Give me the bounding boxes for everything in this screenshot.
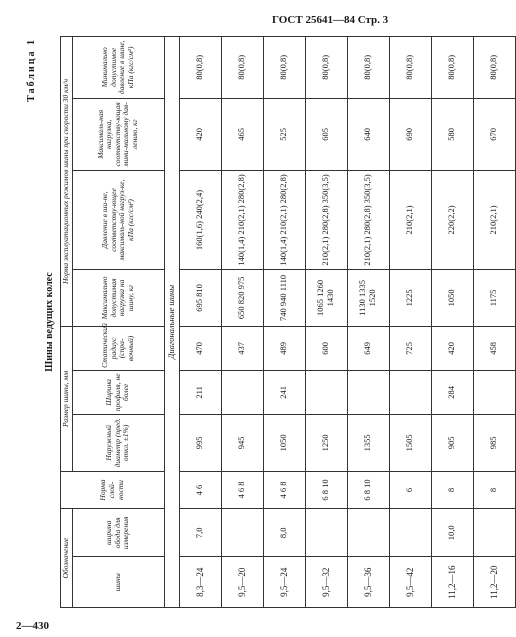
ply-cell: 6 8 10 (305, 471, 347, 508)
ply-cell: 4 6 8 (221, 471, 263, 508)
profile-width-cell: 211 (179, 370, 221, 414)
ply-cell: 6 (389, 471, 431, 508)
header-rim-width: ширина обода для измерения (72, 509, 164, 557)
outer-diameter-cell: 945 (221, 414, 263, 471)
table-row (179, 37, 221, 608)
pressure-cell: 210(2,1) 280(2,8) 350(3,5) (305, 171, 347, 270)
rim-width-cell: 7,0 (179, 509, 221, 557)
page-number: 2—430 (16, 620, 49, 632)
table-row (473, 37, 515, 608)
table-row (305, 37, 347, 608)
outer-diameter-cell: 995 (179, 414, 221, 471)
static-radius-cell: 725 (389, 326, 431, 370)
outer-diameter-cell: 985 (473, 414, 515, 471)
rim-width-cell (347, 509, 389, 557)
max-load-cell: 740 940 1110 (263, 269, 305, 326)
header-min-pressure: Минимально допустимое давление в шине, кПа (кгс/см²) (72, 37, 164, 99)
ply-cell: 4 6 8 (263, 471, 305, 508)
rim-width-cell (221, 509, 263, 557)
ply-cell: 8 (431, 471, 473, 508)
tire-cell: 11,2—16 (431, 557, 473, 608)
max-load-min-pressure-cell: 525 (263, 98, 305, 170)
tire-cell: 9,5—42 (389, 557, 431, 608)
profile-width-cell (347, 370, 389, 414)
max-load-cell: 1065 1260 1430 (305, 269, 347, 326)
pressure-cell: 210(2,1) 280(2,8) 350(3,5) (347, 171, 389, 270)
header-tire: шины (72, 557, 164, 608)
outer-diameter-cell: 1355 (347, 414, 389, 471)
tire-cell: 9,5—36 (347, 557, 389, 608)
min-pressure-cell: 80(0,8) (347, 37, 389, 99)
outer-diameter-cell: 1505 (389, 414, 431, 471)
tire-cell: 8,3—24 (179, 557, 221, 608)
rim-width-cell (305, 509, 347, 557)
header-max-load: Максимально допустимая нагрузка на шину, кг (72, 269, 164, 326)
section-title: Диагональные шины (164, 37, 179, 608)
table-row (347, 37, 389, 608)
pressure-cell: 210(2,1) (473, 171, 515, 270)
profile-width-cell: 284 (431, 370, 473, 414)
table-number: Таблица 1 (26, 38, 37, 102)
ply-cell: 8 (473, 471, 515, 508)
min-pressure-cell: 80(0,8) (305, 37, 347, 99)
outer-diameter-cell: 1250 (305, 414, 347, 471)
tire-cell: 9,5—20 (221, 557, 263, 608)
max-load-cell: 1175 (473, 269, 515, 326)
rotated-table-block (24, 32, 499, 612)
max-load-min-pressure-cell: 580 (431, 98, 473, 170)
ply-cell: 6 8 10 (347, 471, 389, 508)
static-radius-cell: 489 (263, 326, 305, 370)
pressure-cell: 140(1,4) 210(2,1) 280(2,8) (263, 171, 305, 270)
tire-table (60, 36, 516, 608)
static-radius-cell: 470 (179, 326, 221, 370)
header-row-1 (61, 37, 73, 608)
page-header-title: ГОСТ 25641—84 Стр. 3 (272, 14, 389, 26)
pressure-cell: 210(2,1) (389, 171, 431, 270)
min-pressure-cell: 80(0,8) (221, 37, 263, 99)
profile-width-cell (473, 370, 515, 414)
header-ply: Норма слой-ности (61, 471, 165, 508)
max-load-cell: 1225 (389, 269, 431, 326)
static-radius-cell: 420 (431, 326, 473, 370)
table-row (263, 37, 305, 608)
rim-width-cell (389, 509, 431, 557)
pressure-cell: 140(1,4) 210(2,1) 280(2,8) (221, 171, 263, 270)
profile-width-cell (305, 370, 347, 414)
pressure-cell: 160(1,6) 240(2,4) (179, 171, 221, 270)
min-pressure-cell: 80(0,8) (179, 37, 221, 99)
table-caption: Шины ведущих колес (44, 272, 55, 372)
min-pressure-cell: 80(0,8) (473, 37, 515, 99)
header-size: Размер шины, мм (61, 326, 73, 471)
ply-cell: 4 6 (179, 471, 221, 508)
table-row (389, 37, 431, 608)
rim-width-cell: 10,0 (431, 509, 473, 557)
max-load-min-pressure-cell: 690 (389, 98, 431, 170)
section-row (164, 37, 179, 608)
max-load-min-pressure-cell: 465 (221, 98, 263, 170)
profile-width-cell (221, 370, 263, 414)
table-body (164, 37, 515, 608)
max-load-min-pressure-cell: 605 (305, 98, 347, 170)
min-pressure-cell: 80(0,8) (263, 37, 305, 99)
min-pressure-cell: 80(0,8) (431, 37, 473, 99)
header-row-2 (72, 37, 164, 608)
max-load-min-pressure-cell: 670 (473, 98, 515, 170)
max-load-cell: 650 820 975 (221, 269, 263, 326)
rim-width-cell (473, 509, 515, 557)
profile-width-cell: 241 (263, 370, 305, 414)
table-row (431, 37, 473, 608)
header-outer-diameter: Наружный диаметр (пред. откл. ±1%) (72, 414, 164, 471)
static-radius-cell: 600 (305, 326, 347, 370)
header-pressure: Давление в ши-не, соответству-ющее максималь-ной нагруз-ке, кПа (кгс/см²) (72, 171, 164, 270)
outer-diameter-cell: 905 (431, 414, 473, 471)
header-max-load-min-pressure: Максималь-ная нагрузка, соответству-ющая мини-мальному дав-лению, кг (72, 98, 164, 170)
max-load-cell: 1050 (431, 269, 473, 326)
outer-diameter-cell: 1050 (263, 414, 305, 471)
tire-cell: 9,5—32 (305, 557, 347, 608)
header-designation: Обозначение (61, 509, 73, 608)
max-load-min-pressure-cell: 640 (347, 98, 389, 170)
header-norm: Норма эксплуатационных режимов шины при скорости 30 км/ч (61, 37, 73, 327)
tire-cell: 9,5—24 (263, 557, 305, 608)
static-radius-cell: 649 (347, 326, 389, 370)
profile-width-cell (389, 370, 431, 414)
header-profile-width: Ширина профиля, не более (72, 370, 164, 414)
header-static-radius: Статический радиус (спра-вочный) (72, 326, 164, 370)
max-load-cell: 695 810 (179, 269, 221, 326)
min-pressure-cell: 80(0,8) (389, 37, 431, 99)
rim-width-cell: 8,0 (263, 509, 305, 557)
table-row (221, 37, 263, 608)
tire-cell: 11,2—20 (473, 557, 515, 608)
pressure-cell: 220(2,2) (431, 171, 473, 270)
static-radius-cell: 458 (473, 326, 515, 370)
max-load-cell: 1130 1335 1520 (347, 269, 389, 326)
static-radius-cell: 437 (221, 326, 263, 370)
max-load-min-pressure-cell: 420 (179, 98, 221, 170)
